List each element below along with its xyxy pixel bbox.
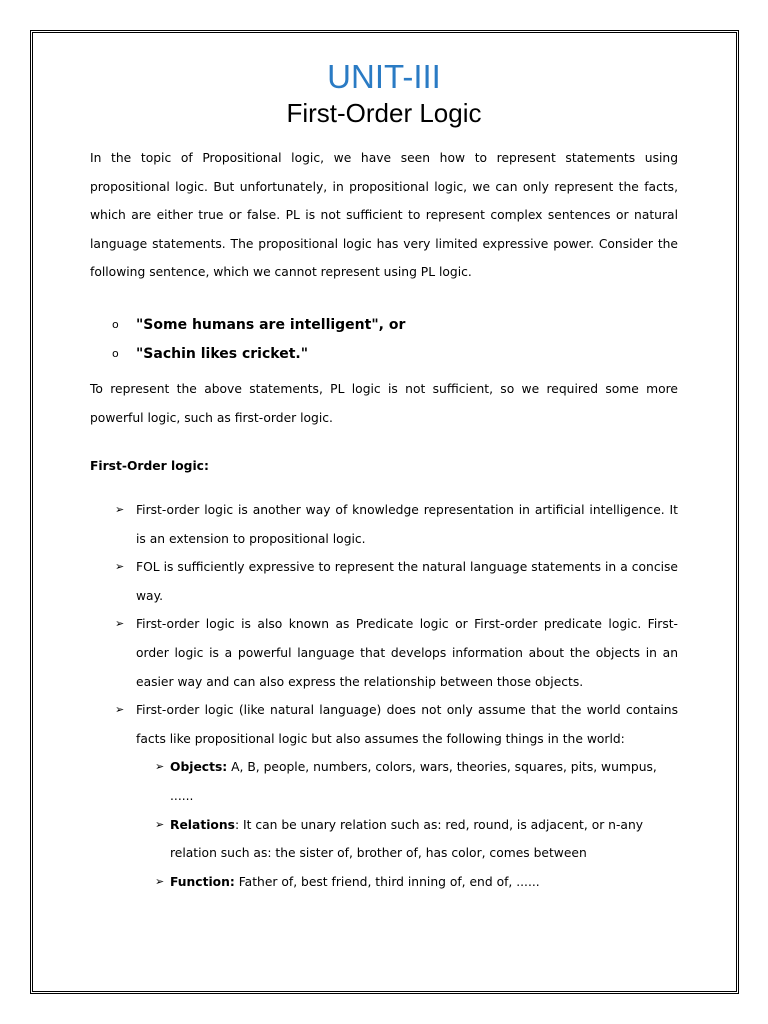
circle-bullet-icon: o xyxy=(112,318,119,331)
arrow-bullet-icon: ➢ xyxy=(115,560,125,574)
list-item xyxy=(155,811,678,868)
list-item xyxy=(155,753,678,810)
term-description: A, B, people, numbers, colors, wars, theories, squares, pits, wumpus, ...... xyxy=(170,760,657,803)
example-text: "Sachin likes cricket." xyxy=(136,345,308,362)
section-heading: First-Order logic: xyxy=(90,459,209,473)
term-description: Father of, best friend, third inning of, end of, ...... xyxy=(234,874,540,889)
list-item xyxy=(112,339,405,368)
term-objects: Objects: xyxy=(170,760,228,775)
list-item xyxy=(115,610,678,696)
term-description: : It can be unary relation such as: red, round, is adjacent, or n-any relation such as: the sister of, brother of, has color, comes between xyxy=(170,817,644,861)
bullet-text: First-order logic (like natural language) does not only assume that the world contains facts like propositional logic but also assumes the following things in the world: xyxy=(136,703,678,746)
arrow-bullet-icon: ➢ xyxy=(155,817,165,831)
arrow-bullet-icon: ➢ xyxy=(115,617,125,631)
term-relations: Relations xyxy=(170,817,235,832)
unit-heading: UNIT-III xyxy=(327,58,441,95)
circle-bullet-icon: o xyxy=(112,347,119,360)
list-item xyxy=(112,310,405,339)
term-function: Function: xyxy=(170,874,235,889)
bullet-text: FOL is sufficiently expressive to represent the natural language statements in a concise way. xyxy=(136,560,678,603)
represent-paragraph: To represent the above statements, PL logic is not sufficient, so we required some more powerful logic, such as first-order logic. xyxy=(90,382,678,425)
arrow-bullet-icon: ➢ xyxy=(115,703,125,717)
example-text: "Some humans are intelligent", or xyxy=(136,316,406,333)
list-item xyxy=(155,868,678,897)
arrow-bullet-icon: ➢ xyxy=(115,503,125,516)
bullet-text: First-order logic is another way of knowledge representation in artificial intelligence. It is an extension to propositional logic. xyxy=(136,503,678,546)
document-title: First-Order Logic xyxy=(286,98,482,128)
arrow-bullet-icon: ➢ xyxy=(155,874,165,888)
example-list xyxy=(112,310,405,368)
list-item xyxy=(115,696,678,896)
list-item xyxy=(115,553,678,610)
fol-bullet-list xyxy=(115,496,678,896)
bullet-text: First-order logic is also known as Predicate logic or First-order predicate logic. First-order logic is a powerful language that develops information about the objects in an easier way and can also express the relationship between those objects. xyxy=(136,617,678,689)
intro-paragraph: In the topic of Propositional logic, we have seen how to represent statements using propositional logic. But unfortunately, in propositional logic, we can only represent the facts, which are either true or false. PL is not sufficient to represent complex sentences or natural language statements. The propositional logic has very limited expressive power. Consider the following sentence, which we cannot represent using PL logic. xyxy=(90,151,678,279)
world-things-list xyxy=(155,753,678,896)
arrow-bullet-icon: ➢ xyxy=(155,760,165,774)
list-item xyxy=(115,496,678,553)
